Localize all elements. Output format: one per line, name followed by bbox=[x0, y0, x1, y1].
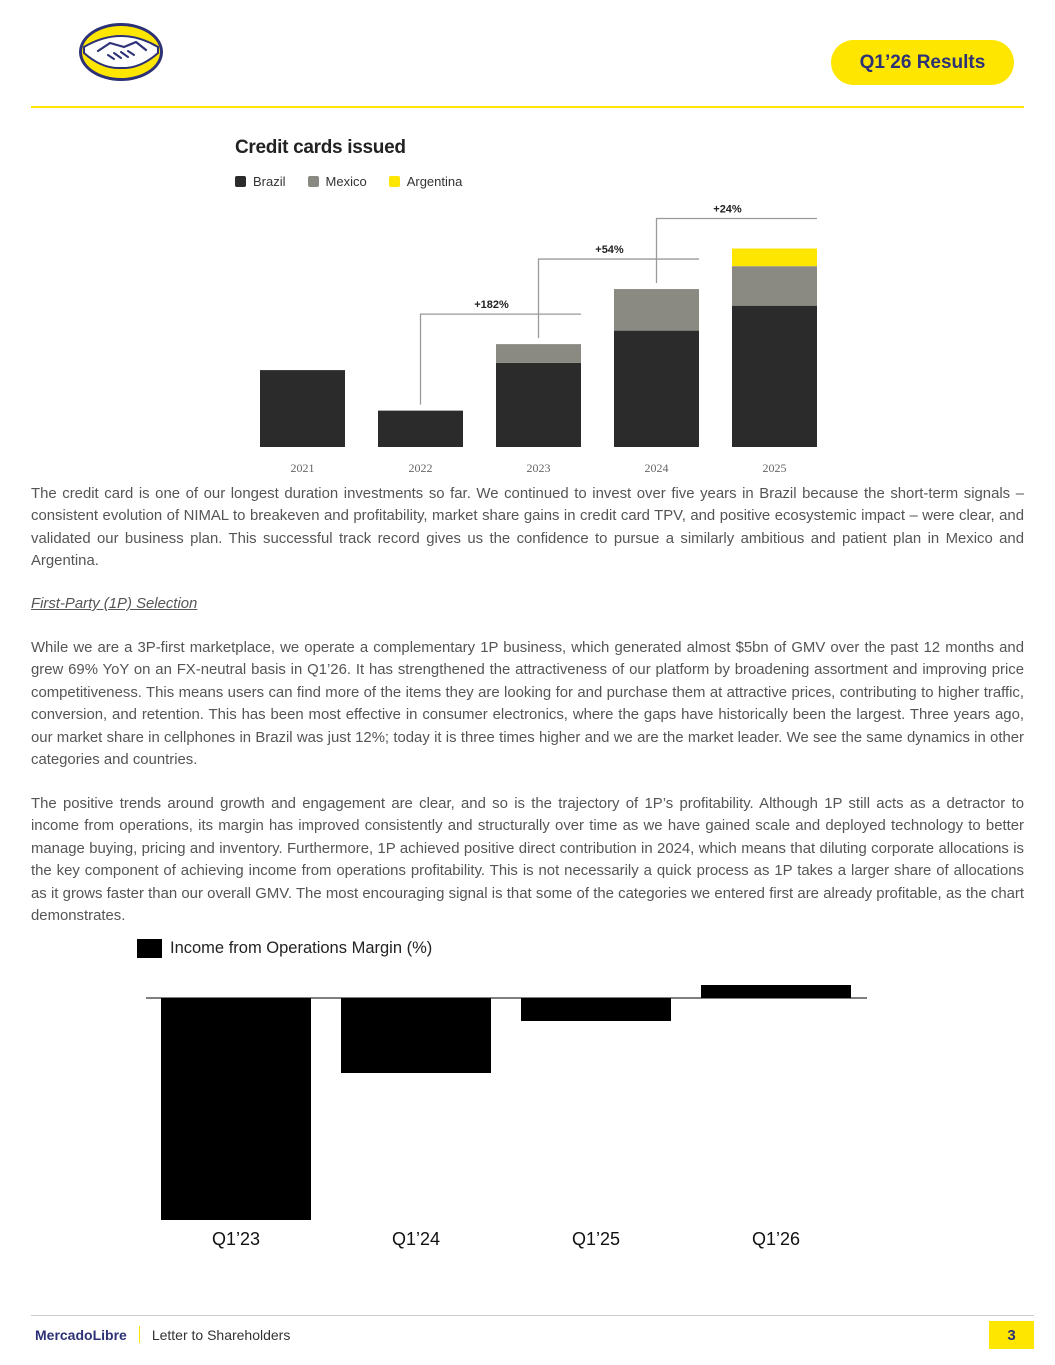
credit-cards-chart bbox=[230, 130, 830, 480]
growth-label-2024: +54% bbox=[595, 244, 624, 257]
paragraph-1p-business: While we are a 3P-first marketplace, we operate a complementary 1P business, which generated almost $5bn of GMV over the past 12 months and grew 69% YoY on an FX-neutral basis in Q1’26. It has strengthened the attractiveness of our platform by broadening assortment and improving price competitiveness. This means users can find more of the items they are looking for and purchase them at attractive prices, contributing to higher traffic, conversion, and retention. This has been most effective in consumer electronics, where the gaps have historically been the largest. Three years ago, our market share in cellphones in Brazil was just 12%; today it is three times higher and we are the market leader. We see the same dynamics in other categories and countries. bbox=[31, 640, 1024, 769]
bar-brazil-2022 bbox=[378, 411, 463, 447]
growth-label-2025: +24% bbox=[713, 203, 742, 216]
mercadolibre-logo bbox=[78, 21, 168, 83]
x-tick-label-2023: 2023 bbox=[526, 461, 551, 475]
bar-brazil-2023 bbox=[496, 363, 581, 447]
footer bbox=[35, 1326, 290, 1343]
paragraph-credit-card: The credit card is one of our longest duration investments so far. We continued to invest over five years in Brazil because the short-term signals – consistent evolution of NIMAL to breakeven and profitability, market share gains in credit card TPV, and positive ecosystemic impact – were clear, and validated our business plan. This successful track record gives us the confidence to pursue a similarly ambitious and patient plan in Mexico and Argentina. bbox=[31, 486, 1024, 570]
x-tick-label-Q1’24: Q1’24 bbox=[391, 1229, 441, 1249]
results-badge: Q1’26 Results bbox=[831, 40, 1014, 85]
x-tick-label-Q1’26: Q1’26 bbox=[751, 1229, 801, 1249]
legend-label-argentina: Argentina bbox=[406, 174, 463, 189]
bar-mexico-2023 bbox=[496, 344, 581, 363]
page-number: 3 bbox=[989, 1321, 1034, 1349]
footer-brand: MercadoLibre bbox=[35, 1326, 127, 1343]
bar-mexico-2024 bbox=[614, 289, 699, 331]
credit-chart-title: Credit cards issued bbox=[235, 137, 406, 158]
bar-mexico-2025 bbox=[732, 266, 817, 305]
bar-margin-Q1’24 bbox=[341, 998, 491, 1073]
bar-argentina-2025 bbox=[732, 249, 817, 267]
income-margin-chart bbox=[140, 965, 880, 1260]
bar-brazil-2025 bbox=[732, 306, 817, 447]
bar-brazil-2021 bbox=[260, 370, 345, 447]
bar-brazil-2024 bbox=[614, 331, 699, 447]
section-heading-1p: First-Party (1P) Selection bbox=[31, 596, 198, 612]
legend-label-mexico: Mexico bbox=[325, 174, 367, 189]
margin-legend-swatch bbox=[137, 939, 162, 958]
x-tick-label-2022: 2022 bbox=[408, 461, 433, 475]
header-divider bbox=[31, 106, 1024, 108]
margin-chart-legend bbox=[137, 939, 432, 958]
paragraph-1p-profitability: The positive trends around growth and engagement are clear, and so is the trajectory of 1P’s profitability. Although 1P still acts as a detractor to income from operations, its margin has improved consistently and structurally over time as we have gained scale and deployed technology to better manage buying, pricing and inventory. Furthermore, 1P achieved positive direct contribution in 2024, which means that diluting corporate allocations is the key component of achieving income from operations profitability. This is not necessarily a quick process as 1P takes a larger share of allocations as it grows faster than our overall GMV. The most encouraging signal is that some of the categories we entered first are already profitable, as the chart demonstrates. bbox=[31, 796, 1024, 925]
x-tick-label-2025: 2025 bbox=[762, 461, 787, 475]
bar-margin-Q1’26 bbox=[701, 985, 851, 998]
footer-divider bbox=[31, 1315, 1034, 1316]
handshake-logo-icon bbox=[78, 21, 168, 83]
bar-margin-Q1’25 bbox=[521, 998, 671, 1021]
footer-separator bbox=[139, 1326, 140, 1343]
legend-label-brazil: Brazil bbox=[253, 174, 286, 189]
footer-label: Letter to Shareholders bbox=[151, 1326, 291, 1343]
x-tick-label-2021: 2021 bbox=[290, 461, 315, 475]
x-tick-label-Q1’25: Q1’25 bbox=[571, 1229, 621, 1249]
growth-label-2023: +182% bbox=[474, 299, 509, 312]
bar-margin-Q1’23 bbox=[161, 998, 311, 1220]
x-tick-label-2024: 2024 bbox=[644, 461, 669, 475]
margin-legend-label: Income from Operations Margin (%) bbox=[170, 939, 433, 957]
x-tick-label-Q1’23: Q1’23 bbox=[211, 1229, 261, 1249]
